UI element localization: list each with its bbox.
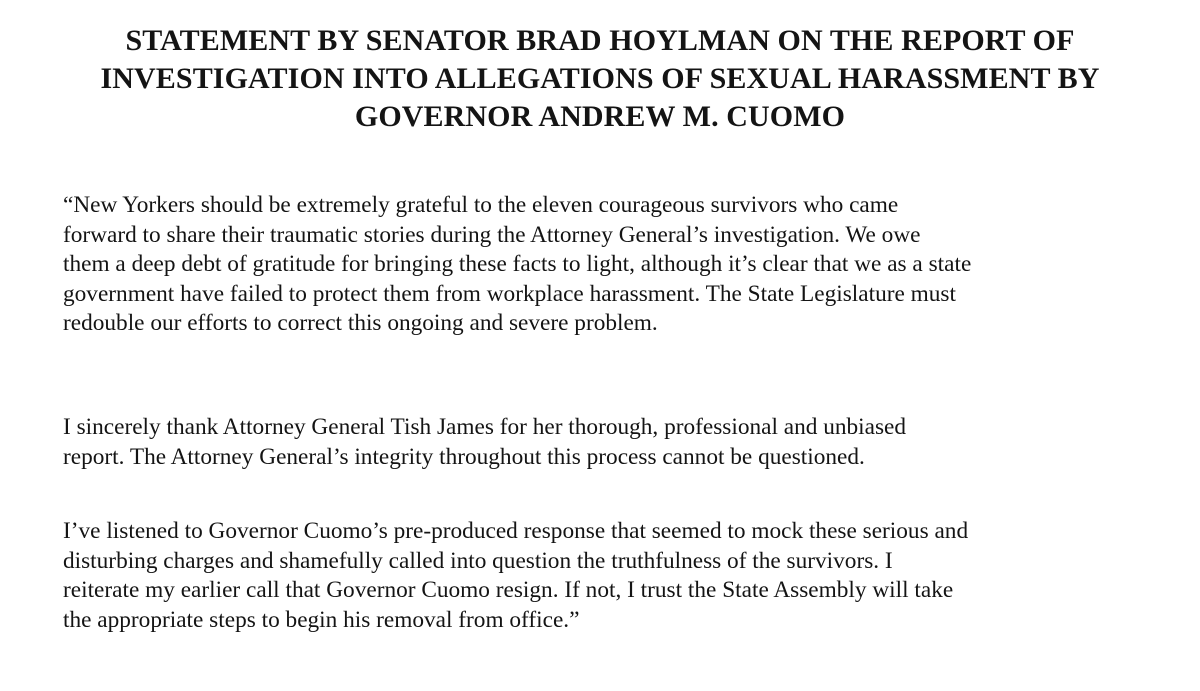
statement-paragraph-3 [63, 517, 968, 635]
paragraph-line: I sincerely thank Attorney General Tish James for her thorough, professional and unbiased [63, 414, 907, 440]
paragraph-line: them a deep debt of gratitude for bringing these facts to light, although it’s clear that we as a state [63, 251, 972, 277]
paragraph-line: I’ve listened to Governor Cuomo’s pre-produced response that seemed to mock these serious and [63, 518, 969, 544]
paragraph-line: report. The Attorney General’s integrity throughout this process cannot be questioned. [63, 443, 865, 470]
paragraph-line: government have failed to protect them from workplace harassment. The State Legislature must [63, 280, 956, 307]
title-line: INVESTIGATION INTO ALLEGATIONS OF SEXUAL HARASSMENT BY [100, 62, 1100, 95]
paragraph-line: the appropriate steps to begin his removal from office.” [63, 606, 580, 633]
paragraph-line: forward to share their traumatic stories during the Attorney General’s investigation. We owe [63, 221, 921, 248]
statement-title [62, 22, 1138, 136]
paragraph-line: reiterate my earlier call that Governor Cuomo resign. If not, I trust the State Assembly will take [63, 577, 954, 603]
statement-paragraph-1 [63, 191, 971, 339]
paragraph-line: “New Yorkers should be extremely grateful to the eleven courageous survivors who came [63, 192, 899, 218]
paragraph-line: redouble our efforts to correct this ongoing and severe problem. [63, 310, 658, 336]
title-line: STATEMENT BY SENATOR BRAD HOYLMAN ON THE REPORT OF [125, 24, 1075, 57]
statement-paragraph-2 [63, 413, 906, 472]
paragraph-line: disturbing charges and shamefully called into question the truthfulness of the survivors. I [63, 547, 893, 574]
title-line: GOVERNOR ANDREW M. CUOMO [354, 100, 846, 133]
